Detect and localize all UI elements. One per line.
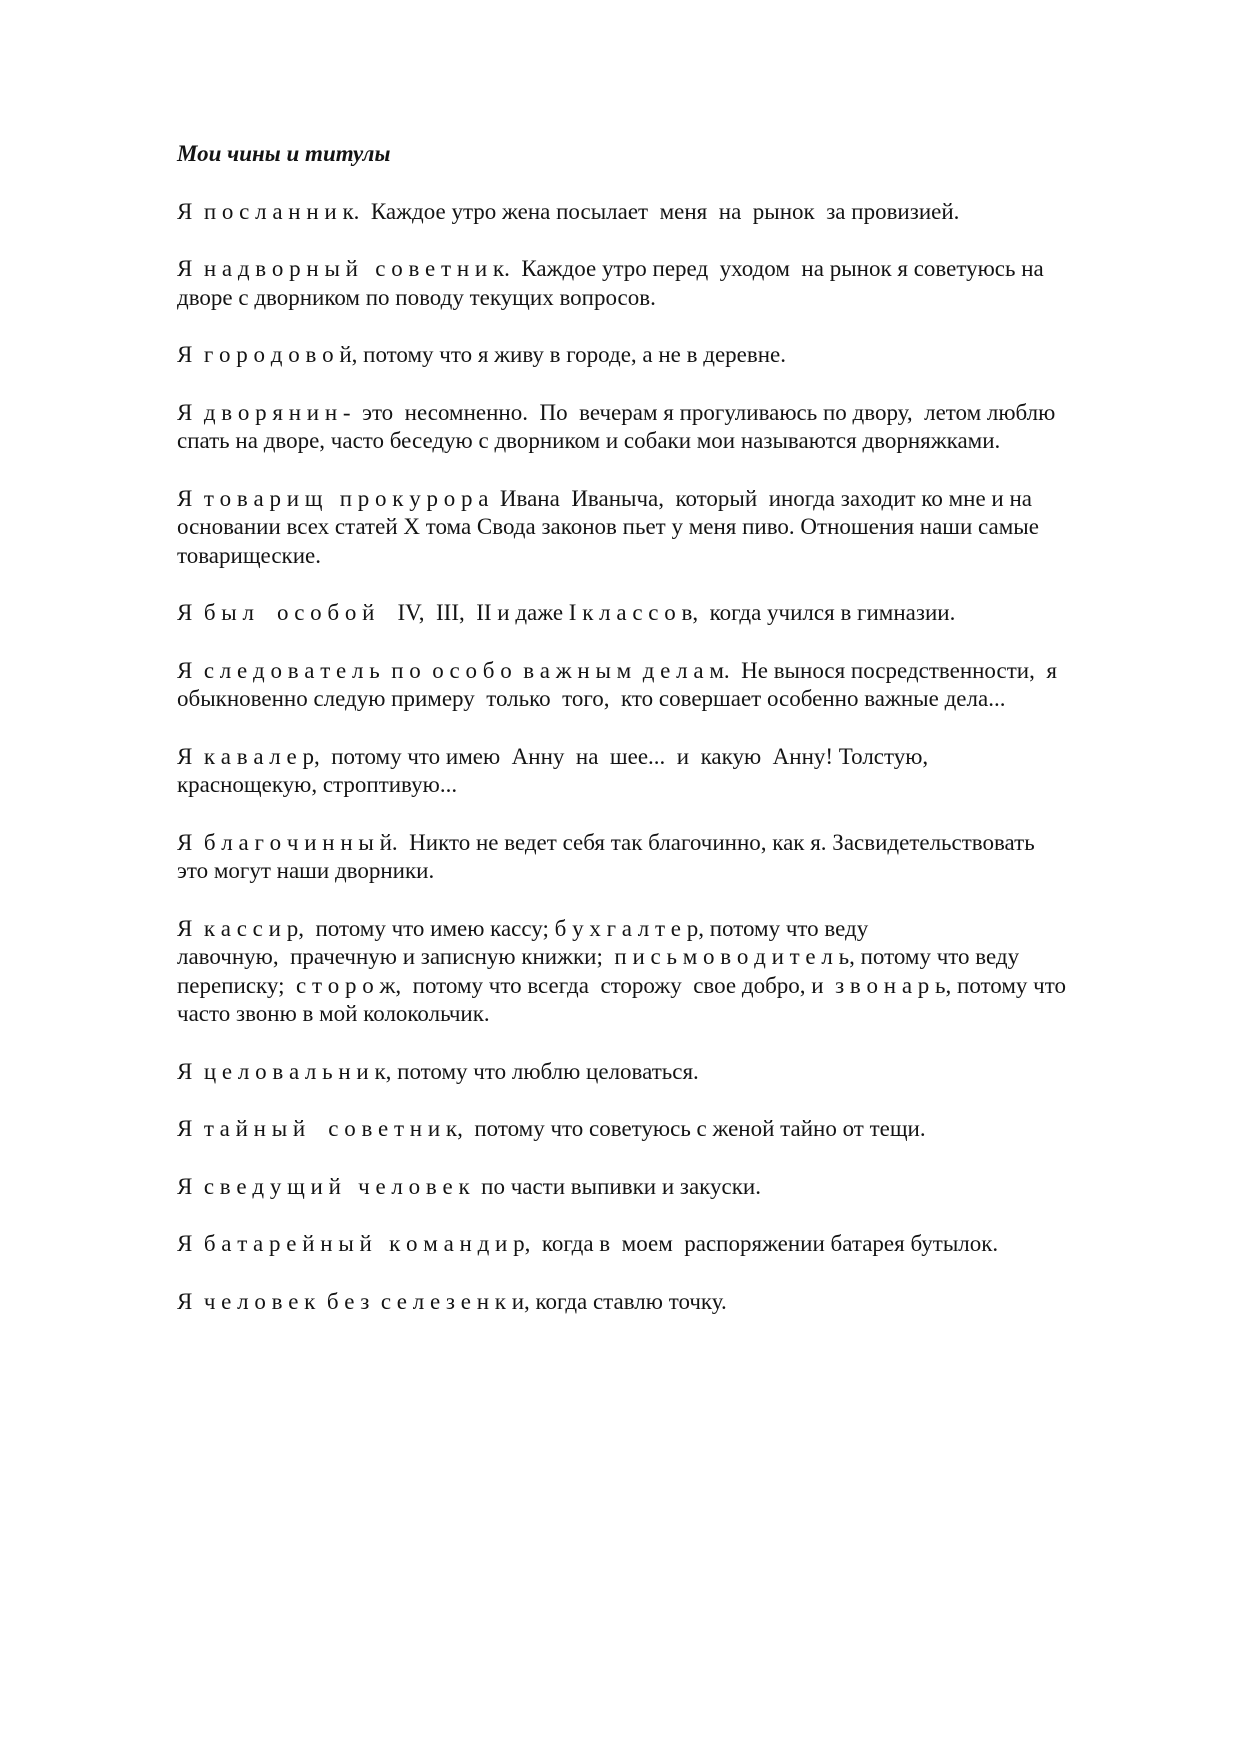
paragraph	[177, 1173, 1167, 1202]
paragraph-line: основании всех статей X тома Свода законов пьет у меня пиво. Отношения наши самые	[177, 514, 1039, 539]
paragraph-line: переписку; с т о р о ж, потому что всегда сторожу свое добро, и з в о н а р ь, потому что	[177, 972, 1066, 998]
paragraph	[177, 829, 1167, 886]
paragraph-line: Я т а й н ы й с о в е т н и к, потому что советуюсь с женой тайно от тещи.	[177, 1116, 926, 1141]
paragraph-line: Я б л а г о ч и н н ы й. Никто не ведет себя так благочинно, как я. Засвидетельствовать	[177, 829, 1035, 855]
paragraph-line: Я г о р о д о в о й, потому что я живу в городе, а не в деревне.	[177, 342, 786, 367]
paragraph	[177, 657, 1167, 714]
paragraph	[177, 1115, 1167, 1144]
paragraph-line: Я п о с л а н н и к. Каждое утро жена посылает меня на рынок за провизией.	[177, 198, 960, 224]
paragraph-line: Я к а в а л е р, потому что имею Анну на шее... и какую Анну! Толстую,	[177, 743, 929, 769]
paragraph-line: краснощекую, строптивую...	[177, 772, 458, 797]
paragraph-line: Я д в о р я н и н - это несомненно. По вечерам я прогуливаюсь по двору, летом люблю	[177, 399, 1056, 425]
paragraph-line: Я т о в а р и щ п р о к у р о р а Ивана Иваныча, который иногда заходит ко мне и на	[177, 485, 1032, 511]
paragraph	[177, 599, 1167, 628]
paragraph-line: Я н а д в о р н ы й с о в е т н и к. Каждое утро перед уходом на рынок я советуюсь на	[177, 256, 1044, 281]
paragraph	[177, 743, 1167, 800]
paragraph-list	[177, 198, 1167, 1317]
paragraph	[177, 341, 1167, 370]
paragraph-line: часто звоню в мой колокольчик.	[177, 1001, 490, 1026]
paragraph-line: спать на дворе, часто беседую с дворником и собаки мои называются дворняжками.	[177, 428, 1001, 453]
paragraph-line: Я б ы л о с о б о й IV, III, II и даже I к л а с с о в, когда учился в гимназии.	[177, 600, 956, 625]
paragraph-line: товарищеские.	[177, 542, 321, 568]
paragraph-line: Я с в е д у щ и й ч е л о в е к по части выпивки и закуски.	[177, 1173, 761, 1199]
paragraph-line: это могут наши дворники.	[177, 858, 435, 883]
paragraph-line: Я б а т а р е й н ы й к о м а н д и р, когда в моем распоряжении батарея бутылок.	[177, 1231, 999, 1256]
paragraph	[177, 198, 1167, 227]
paragraph-line: Я ч е л о в е к б е з с е л е з е н к и, когда ставлю точку.	[177, 1288, 727, 1314]
paragraph	[177, 485, 1167, 571]
paragraph-line: лавочную, прачечную и записную книжки; п и с ь м о в о д и т е л ь, потому что веду	[177, 944, 1020, 969]
paragraph-line: Я ц е л о в а л ь н и к, потому что люблю целоваться.	[177, 1058, 699, 1084]
paragraph	[177, 399, 1167, 456]
paragraph	[177, 1058, 1167, 1087]
paragraph-line: обыкновенно следую примеру только того, кто совершает особенно важные дела...	[177, 686, 1006, 711]
paragraph	[177, 915, 1167, 1029]
paragraph	[177, 255, 1167, 312]
document-page	[177, 140, 1167, 1345]
document-title: Мои чины и титулы	[177, 141, 391, 166]
paragraph-line: Я с л е д о в а т е л ь п о о с о б о в а ж н ы м д е л а м. Не вынося посредственности, я	[177, 657, 1057, 683]
paragraph	[177, 1288, 1167, 1317]
paragraph-line: дворе с дворником по поводу текущих вопросов.	[177, 284, 656, 310]
paragraph	[177, 1230, 1167, 1259]
paragraph-line: Я к а с с и р, потому что имею кассу; б у х г а л т е р, потому что веду	[177, 915, 869, 941]
